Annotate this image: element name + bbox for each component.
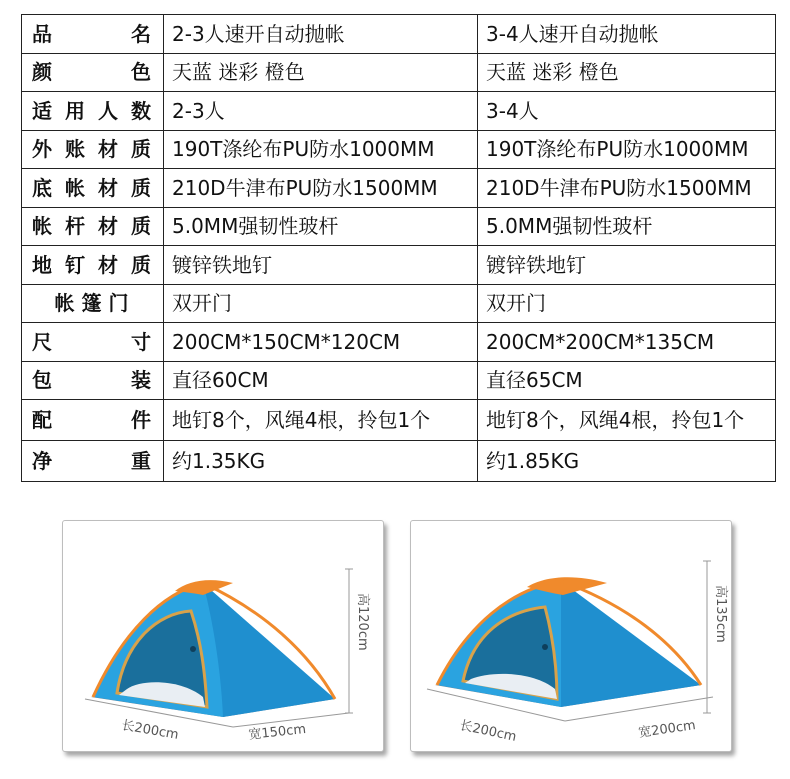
tent-illustration-3-4 bbox=[411, 521, 731, 751]
width-label: 宽200cm bbox=[637, 718, 697, 741]
cell-3-4-person: 地钉8个，风绳4根，拎包1个 bbox=[478, 400, 776, 441]
row-label-text: 尺 寸 bbox=[32, 329, 151, 354]
table-row bbox=[22, 169, 776, 208]
table-row bbox=[22, 323, 776, 362]
cell-2-3-person: 镀锌铁地钉 bbox=[164, 246, 478, 285]
cell-3-4-person: 约1.85KG bbox=[478, 441, 776, 482]
cell-3-4-person: 双开门 bbox=[478, 284, 776, 323]
table-row bbox=[22, 130, 776, 169]
table-row bbox=[22, 400, 776, 441]
table-row bbox=[22, 361, 776, 400]
row-label-text: 品 名 bbox=[32, 21, 151, 46]
row-label bbox=[22, 361, 164, 400]
cell-3-4-person: 200CM*200CM*135CM bbox=[478, 323, 776, 362]
row-label bbox=[22, 284, 164, 323]
row-label bbox=[22, 169, 164, 208]
cell-2-3-person: 190T涤纶布PU防水1000MM bbox=[164, 130, 478, 169]
length-label: 长200cm bbox=[458, 718, 518, 745]
row-label-text: 帐杆材质 bbox=[32, 214, 151, 239]
cell-2-3-person: 地钉8个，风绳4根，拎包1个 bbox=[164, 400, 478, 441]
cell-2-3-person: 约1.35KG bbox=[164, 441, 478, 482]
row-label bbox=[22, 323, 164, 362]
cell-3-4-person: 镀锌铁地钉 bbox=[478, 246, 776, 285]
row-label-text: 颜 色 bbox=[32, 60, 151, 85]
cell-3-4-person: 3-4人速开自动抛帐 bbox=[478, 15, 776, 54]
table-row bbox=[22, 441, 776, 482]
spec-table bbox=[21, 14, 776, 482]
row-label bbox=[22, 15, 164, 54]
cell-3-4-person: 直径65CM bbox=[478, 361, 776, 400]
table-row bbox=[22, 207, 776, 246]
row-label bbox=[22, 92, 164, 131]
tent-diagram-2-3-person bbox=[62, 520, 384, 752]
row-label bbox=[22, 53, 164, 92]
row-label-text: 地钉材质 bbox=[32, 252, 151, 277]
cell-3-4-person: 5.0MM强韧性玻杆 bbox=[478, 207, 776, 246]
cell-3-4-person: 天蓝 迷彩 橙色 bbox=[478, 53, 776, 92]
cell-3-4-person: 190T涤纶布PU防水1000MM bbox=[478, 130, 776, 169]
table-row bbox=[22, 53, 776, 92]
row-label-text: 包 装 bbox=[32, 368, 151, 393]
row-label-text: 底帐材质 bbox=[32, 175, 151, 200]
table-row bbox=[22, 15, 776, 54]
row-label bbox=[22, 207, 164, 246]
row-label bbox=[22, 400, 164, 441]
row-label-text: 配 件 bbox=[32, 408, 151, 432]
table-row bbox=[22, 246, 776, 285]
table-row bbox=[22, 92, 776, 131]
tent-illustration-2-3 bbox=[63, 521, 383, 751]
height-label: 高135cm bbox=[713, 585, 728, 643]
row-label-text: 帐 篷 门 bbox=[54, 291, 129, 316]
row-label bbox=[22, 246, 164, 285]
length-label: 长200cm bbox=[120, 718, 180, 743]
cell-2-3-person: 天蓝 迷彩 橙色 bbox=[164, 53, 478, 92]
row-label bbox=[22, 441, 164, 482]
row-label-text: 外账材质 bbox=[32, 137, 151, 162]
tent-side-wall bbox=[203, 583, 335, 717]
cell-2-3-person: 5.0MM强韧性玻杆 bbox=[164, 207, 478, 246]
cell-2-3-person: 双开门 bbox=[164, 284, 478, 323]
cell-2-3-person: 2-3人速开自动抛帐 bbox=[164, 15, 478, 54]
cell-3-4-person: 210D牛津布PU防水1500MM bbox=[478, 169, 776, 208]
cell-3-4-person: 3-4人 bbox=[478, 92, 776, 131]
tent-diagram-3-4-person bbox=[410, 520, 732, 752]
cell-2-3-person: 2-3人 bbox=[164, 92, 478, 131]
tent-side-wall bbox=[561, 581, 701, 707]
cell-2-3-person: 直径60CM bbox=[164, 361, 478, 400]
height-label: 高120cm bbox=[355, 593, 370, 651]
cell-2-3-person: 210D牛津布PU防水1500MM bbox=[164, 169, 478, 208]
row-label-text: 净 重 bbox=[32, 449, 151, 473]
row-label-text: 适用人数 bbox=[32, 98, 151, 123]
row-label bbox=[22, 130, 164, 169]
width-label: 宽150cm bbox=[247, 722, 307, 743]
table-row bbox=[22, 284, 776, 323]
cell-2-3-person: 200CM*150CM*120CM bbox=[164, 323, 478, 362]
